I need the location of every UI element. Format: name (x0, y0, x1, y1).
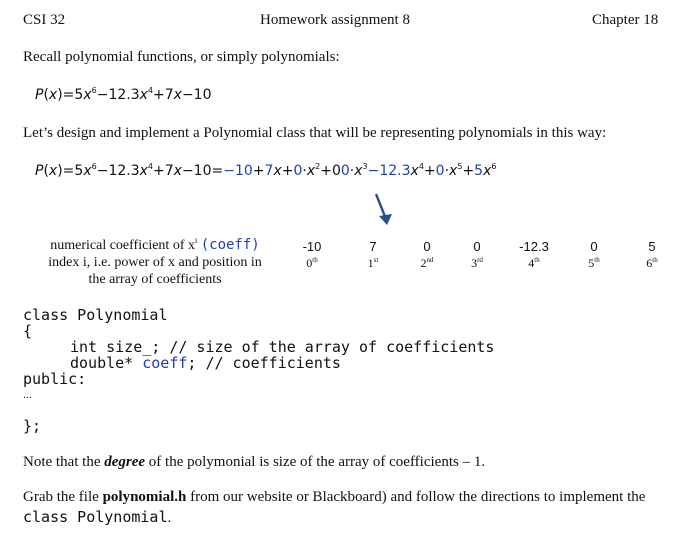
access-specifier: public: (23, 370, 87, 388)
coef-value: 7 (369, 239, 377, 254)
coef-value: -10 (302, 239, 322, 254)
coef-value: 0 (423, 239, 431, 254)
member-coeff: double* coeff; // coefficients (70, 354, 341, 372)
coef-column (351, 238, 395, 272)
open-brace: { (23, 322, 33, 340)
expanded-formula: $P(x)=5x^6-12.3x^4+7x-10=-10+7x+0\cdot x^2+00\cdot x^3-12.3x^4+0\cdot x^5+5x^6$ (35, 162, 497, 179)
coef-column (455, 238, 499, 272)
ellipsis: ... (23, 387, 32, 401)
index-value: 4th (528, 256, 540, 270)
index-value: 1st (367, 256, 379, 270)
design-text: Let’s design and implement a Polynomial class that will be representing polynomials in this way: (23, 125, 607, 141)
coef-column (572, 238, 616, 272)
note-text: Note that the degree of the polymonial is size of the array of coefficients – 1. (23, 454, 486, 470)
grab-code-line: class Polynomial. (23, 508, 172, 526)
index-value: 0th (306, 256, 318, 270)
coef-value: -12.3 (519, 239, 549, 254)
arrow-down-icon (370, 192, 396, 228)
class-declaration: class Polynomial (23, 306, 168, 324)
coef-value: 0 (473, 239, 481, 254)
index-value: 2nd (420, 256, 434, 270)
coef-column (405, 238, 449, 272)
index-value: 6th (646, 256, 658, 270)
member-size: int size_; // size of the array of coefficients (70, 338, 495, 356)
polynomial-formula: $P(x)=5x^6-12.3x^4+7x-10$ (35, 86, 212, 103)
coef-column (630, 238, 674, 272)
chapter-label: Chapter 18 (592, 12, 659, 28)
index-value: 5th (588, 256, 600, 270)
coef-value: 5 (648, 239, 656, 254)
index-value: 3rd (471, 256, 483, 270)
coef-column (290, 238, 334, 272)
grab-text: Grab the file polynomial.h from our website or Blackboard) and follow the directions to implement the (23, 489, 646, 505)
coef-value: 0 (590, 239, 598, 254)
label-line3: the array of coefficients (88, 272, 222, 287)
coef-column (512, 238, 556, 272)
intro-text: Recall polynomial functions, or simply polynomials: (23, 49, 340, 65)
page-title: Homework assignment 8 (260, 12, 410, 28)
table-label (24, 237, 286, 288)
label-line2: index i, i.e. power of x and position in (48, 255, 262, 270)
close-brace: }; (23, 417, 42, 435)
course-label: CSI 32 (23, 12, 66, 28)
label-line1: numerical coefficient of $x^i$ (coeff) (50, 236, 260, 253)
